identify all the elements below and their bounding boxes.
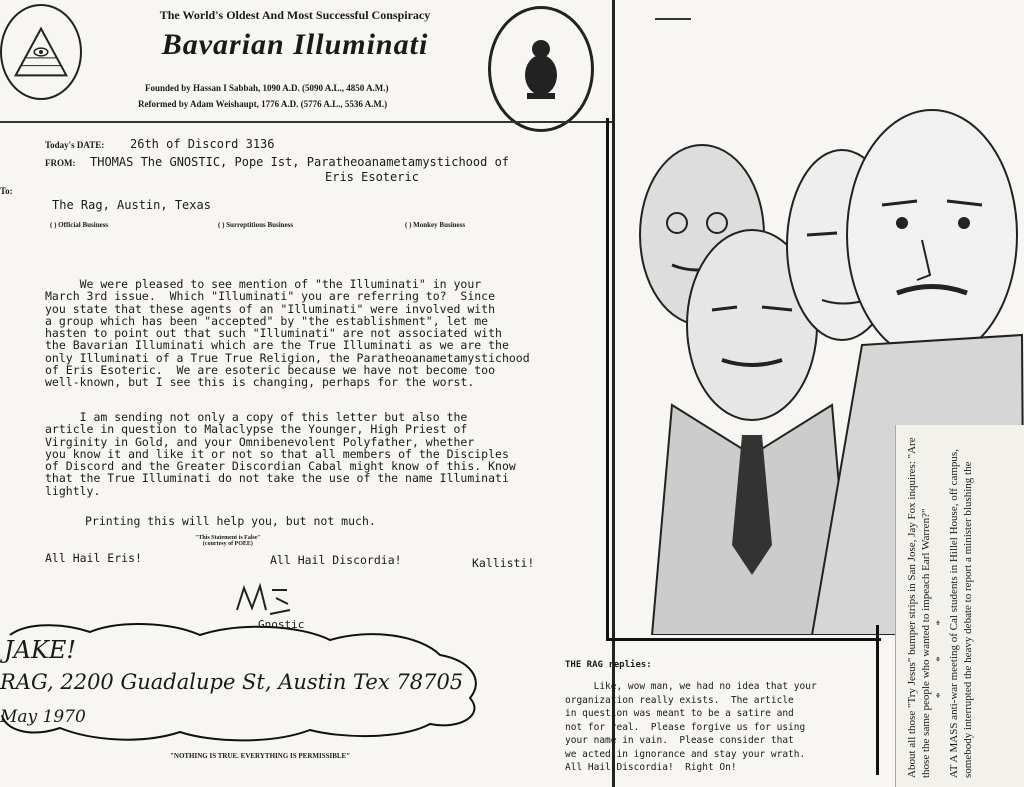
- kallisti: Kallisti!: [472, 556, 535, 570]
- reply-text: Like, wow man, we had no idea that your organization really exists. The article in question was meant to be a satire and not for real. Please forgive us for using your name in vain. Please consider that we acted in ignorance and stay your wrath. All Hail Discordia! Right On!: [565, 681, 817, 773]
- surreptitious-business-checkbox: ( ) Surreptitious Business: [218, 221, 294, 229]
- top-dash: [655, 18, 691, 20]
- from-value-continued: Eris Esoteric: [325, 170, 419, 184]
- reformed-line: Reformed by Adam Weishaupt, 1776 A.D. (5776 A.L., 5536 A.M.): [138, 99, 388, 109]
- letter-paragraph-3: Printing this will help you, but not much.: [85, 514, 376, 528]
- from-value: THOMAS The GNOSTIC, Pope Ist, Paratheoanametamystichood of: [90, 155, 510, 169]
- letterhead-title: Bavarian Illuminati: [161, 28, 429, 61]
- signature-stamp-icon: [232, 580, 292, 620]
- handwritten-date: May 1970: [0, 707, 86, 727]
- header-divider: [0, 121, 612, 123]
- oval-emblem-icon: [488, 6, 594, 132]
- disclaimer-line-2: (courtesy of POEE): [202, 541, 253, 547]
- monkey-business-checkbox: ( ) Monkey Business: [405, 221, 466, 229]
- official-business-checkbox: ( ) Official Business: [50, 221, 109, 229]
- clipping-text: [905, 428, 975, 778]
- clipping-stars: * * *: [934, 606, 946, 698]
- letter-paragraph-1: We were pleased to see mention of "the Illuminati" in your March 3rd issue. Which "Illuminati" you are referring to? Since you state that these agents of an "Illuminati" were involved with a group which has been "accepted" by "the establishment", let me hasten to point out that such "Illuminati" are not associated with the Bavarian Illuminati which are the True Illuminati as we are the only Illuminati of a True True Religion, the Paratheoanametamystichood of Eris Esoteric. We are esoteric because we have not become too well-known, but I see this is changing, perhaps for the worst.: [45, 277, 530, 390]
- clipping-paragraph-1: About all those "Try Jesus" bumper strips in San Jose, Jay Fox inquires: "Are those the same people who wanted to impeach Earl Warren?": [906, 437, 932, 778]
- clipping-paragraph-2: AT A MASS anti-war meeting of Cal students in Hillel House, off campus, somebody interrupted the heavy debate to report a minister blushing the: [948, 449, 974, 778]
- hail-eris: All Hail Eris!: [45, 551, 142, 565]
- handwritten-address: RAG, 2200 Guadalupe St, Austin Tex 78705: [0, 670, 464, 694]
- date-value: 26th of Discord 3136: [130, 137, 275, 151]
- handwritten-line-1: JAKE!: [4, 636, 77, 664]
- pyramid-seal-icon: [0, 4, 82, 100]
- footer-motto: "NOTHING IS TRUE. EVERYTHING IS PERMISSIBLE": [170, 752, 351, 760]
- signature: Gnostic: [258, 618, 305, 631]
- to-label: To:: [0, 186, 13, 196]
- disclaimer-line-1: "This Statement is False": [195, 535, 261, 541]
- founded-line: Founded by Hassan I Sabbah, 1090 A.D. (5090 A.L., 4850 A.M.): [145, 83, 389, 93]
- reply-title: THE RAG replies:: [565, 660, 652, 670]
- date-label: Today's DATE:: [45, 140, 105, 150]
- letter-paragraph-2: I am sending not only a copy of this letter but also the article in question to Malaclypse the Younger, High Priest of Virginity in Gold, and your Omnibenevolent Polyfather, whether you know it and like it or not so that all members of the Disciples of Discord and the Greater Discordian Cabal might know of this. Know that the True Illuminati do not take the use of the name Illuminati lightly.: [45, 410, 516, 498]
- hail-discordia: All Hail Discordia!: [270, 553, 402, 567]
- from-label: FROM:: [45, 158, 76, 168]
- letterhead-headline: The World's Oldest And Most Successful Conspiracy: [159, 8, 431, 22]
- disclaimer-note: [195, 535, 261, 547]
- illustration-frame: [606, 118, 881, 641]
- column-rule: [876, 625, 879, 775]
- to-value: The Rag, Austin, Texas: [52, 198, 211, 212]
